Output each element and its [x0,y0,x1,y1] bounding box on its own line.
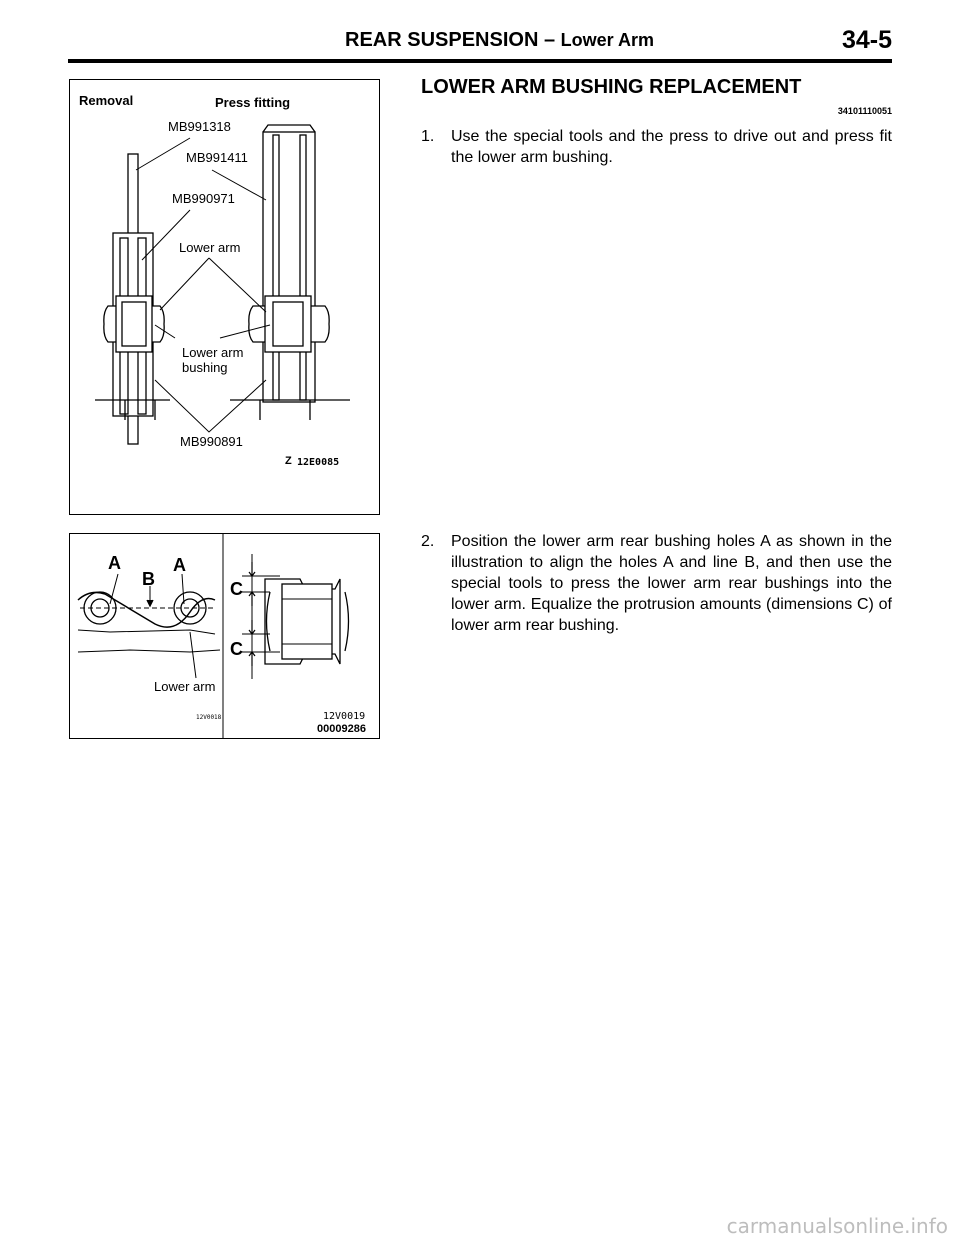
label-lower-arm-bushing-line1: Lower arm [182,345,244,360]
label-lower-arm-bushing-line2: bushing [182,360,228,375]
header-subsection: Lower Arm [560,30,654,50]
tool-mb990891: MB990891 [180,434,243,449]
label-removal: Removal [79,93,134,108]
label-press-fitting: Press fitting [215,95,291,110]
step-1-text: Use the special tools and the press to drive out and press fit the lower arm bushing. [451,128,892,166]
header-title [345,29,654,52]
figure-bushing-alignment [69,533,380,739]
step-2-number: 2. [421,533,435,550]
step-2 [421,531,892,636]
label-line-b: B [142,569,155,589]
step-1 [421,126,892,168]
figure2-number: 00009286 [317,723,366,735]
watermark: carmanualsonline.info [726,1214,948,1238]
tool-mb991411: MB991411 [186,150,248,165]
header-rule [68,59,892,63]
page-number: 34-5 [841,26,892,54]
label-lower-arm: Lower arm [179,240,241,255]
label-dimension-c-top: C [230,579,243,599]
step-2-text: Position the lower arm rear bushing holes A as shown in the illustration to align the holes A and line B, and then use the special tools to press the lower arm rear bushings into the lower arm. Equalize the protrusion amounts (dimensions C) of lower arm rear bushing. [451,533,892,634]
label-dimension-c-bottom: C [230,639,243,659]
label-hole-a-left: A [108,553,121,573]
section-code: 34101110051 [837,106,892,116]
figure1-code: 12E0085 [297,457,340,468]
tool-mb990971: MB990971 [172,191,235,206]
figure2-code-right: 12V0019 [323,711,366,722]
figure1-code-prefix: Z [285,455,292,467]
section-title: LOWER ARM BUSHING REPLACEMENT [421,76,802,98]
figure2-code-left: 12V0018 [196,714,222,721]
step-1-number: 1. [421,128,435,145]
label-hole-a-right: A [173,555,186,575]
page-header [0,0,960,60]
label-lower-arm: Lower arm [154,679,216,694]
header-separator: – [543,29,556,51]
header-section: REAR SUSPENSION [345,29,539,51]
tool-mb991318: MB991318 [168,119,231,134]
figure-removal-press-fitting [69,79,380,515]
